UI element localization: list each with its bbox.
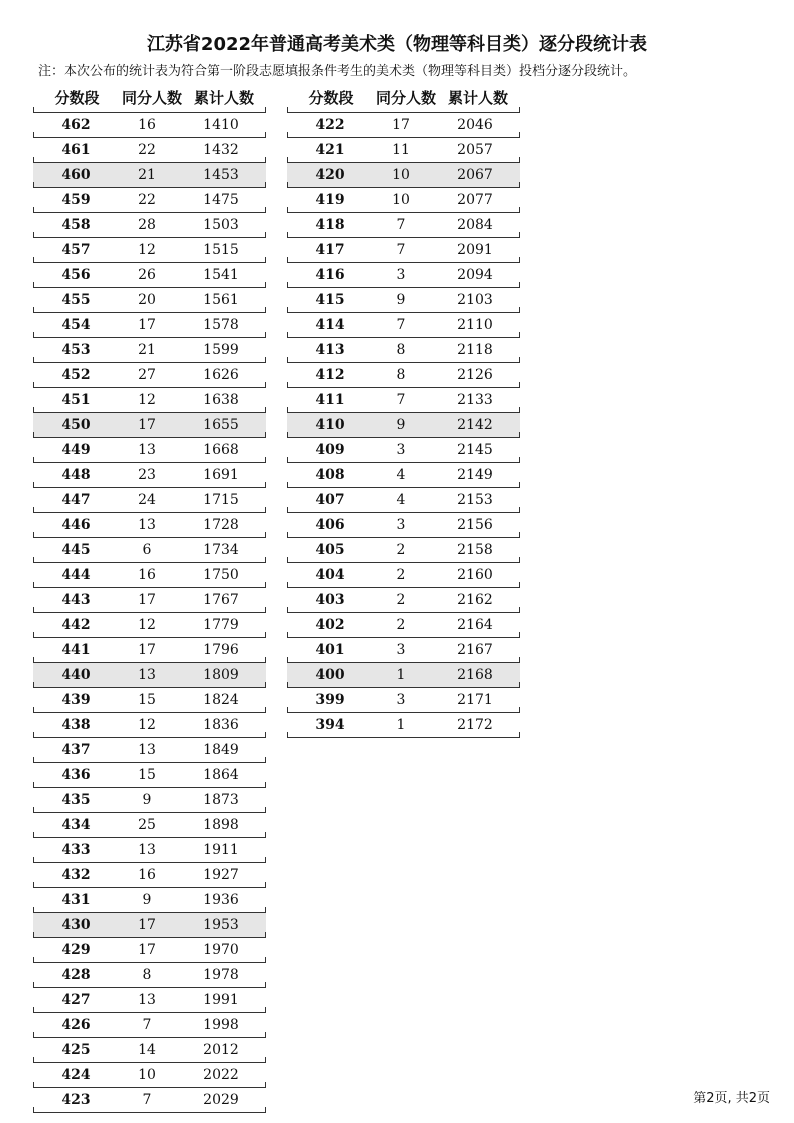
- table-row: [287, 463, 520, 488]
- same-count-cell: 28: [138, 217, 156, 233]
- score-cell: 443: [61, 592, 91, 608]
- score-cell: 441: [61, 642, 91, 658]
- table-row: [287, 688, 520, 713]
- table-row: [287, 563, 520, 588]
- cumulative-cell: 2022: [203, 1067, 239, 1083]
- score-cell: 422: [315, 117, 345, 133]
- table-row: [287, 388, 520, 413]
- score-cell: 433: [61, 842, 91, 858]
- same-count-cell: 13: [138, 742, 156, 758]
- table-row: [33, 313, 266, 338]
- score-cell: 394: [315, 717, 345, 733]
- table-row: [33, 488, 266, 513]
- cumulative-cell: 2091: [457, 242, 493, 258]
- table-row: [33, 913, 266, 938]
- score-cell: 447: [61, 492, 91, 508]
- table-row: [287, 438, 520, 463]
- table-header: [33, 84, 266, 113]
- same-count-cell: 3: [396, 267, 406, 283]
- same-count-cell: 2: [396, 592, 406, 608]
- table-row: [33, 188, 266, 213]
- cumulative-cell: 2012: [203, 1042, 239, 1058]
- score-cell: 412: [315, 367, 345, 383]
- cumulative-cell: 2149: [457, 467, 493, 483]
- score-cell: 404: [315, 567, 345, 583]
- cumulative-cell: 1927: [203, 867, 239, 883]
- table-row: [287, 263, 520, 288]
- score-cell: 451: [61, 392, 91, 408]
- table-row: [33, 788, 266, 813]
- table-row: [33, 563, 266, 588]
- same-count-cell: 16: [138, 867, 156, 883]
- score-cell: 414: [315, 317, 345, 333]
- same-count-cell: 14: [138, 1042, 156, 1058]
- score-cell: 399: [315, 692, 345, 708]
- table-row: [33, 413, 266, 438]
- score-cell: 413: [315, 342, 345, 358]
- cumulative-cell: 1734: [203, 542, 239, 558]
- table-row: [287, 238, 520, 263]
- cumulative-cell: 1503: [203, 217, 239, 233]
- score-cell: 424: [61, 1067, 91, 1083]
- table-row: [287, 213, 520, 238]
- table-row: [33, 638, 266, 663]
- table-row: [287, 613, 520, 638]
- table-row: [33, 538, 266, 563]
- table-row: [33, 988, 266, 1013]
- score-cell: 452: [61, 367, 91, 383]
- same-count-cell: 1: [396, 667, 406, 683]
- cumulative-cell: 2164: [457, 617, 493, 633]
- same-count-cell: 22: [138, 142, 156, 158]
- header-cumulative: 累计人数: [447, 89, 508, 107]
- cumulative-cell: 2126: [457, 367, 493, 383]
- cumulative-cell: 1432: [203, 142, 239, 158]
- cumulative-cell: 2133: [457, 392, 493, 408]
- same-count-cell: 13: [138, 667, 156, 683]
- table-row: [287, 288, 520, 313]
- score-cell: 445: [61, 542, 91, 558]
- score-cell: 461: [61, 142, 91, 158]
- cumulative-cell: 1953: [203, 917, 239, 933]
- cumulative-cell: 2172: [457, 717, 493, 733]
- same-count-cell: 3: [396, 692, 406, 708]
- same-count-cell: 3: [396, 517, 406, 533]
- same-count-cell: 16: [138, 117, 156, 133]
- cumulative-cell: 1796: [203, 642, 239, 658]
- table-row: [287, 188, 520, 213]
- score-cell: 428: [61, 967, 91, 983]
- score-cell: 434: [61, 817, 91, 833]
- score-cell: 458: [61, 217, 91, 233]
- score-cell: 454: [61, 317, 91, 333]
- score-cell: 410: [315, 417, 345, 433]
- table-row: [287, 413, 520, 438]
- score-cell: 448: [61, 467, 91, 483]
- score-cell: 432: [61, 867, 91, 883]
- same-count-cell: 9: [396, 292, 406, 308]
- score-cell: 402: [315, 617, 345, 633]
- same-count-cell: 12: [138, 617, 156, 633]
- cumulative-cell: 2067: [457, 167, 493, 183]
- cumulative-cell: 1998: [203, 1017, 239, 1033]
- score-cell: 401: [315, 642, 345, 658]
- cumulative-cell: 2077: [457, 192, 493, 208]
- score-cell: 427: [61, 992, 91, 1008]
- same-count-cell: 2: [396, 567, 406, 583]
- same-count-cell: 17: [138, 642, 156, 658]
- score-cell: 438: [61, 717, 91, 733]
- cumulative-cell: 2167: [457, 642, 493, 658]
- header-same-count: 同分人数: [121, 89, 182, 107]
- same-count-cell: 10: [392, 167, 410, 183]
- table-row: [33, 813, 266, 838]
- table-row: [33, 613, 266, 638]
- cumulative-cell: 2046: [457, 117, 493, 133]
- score-cell: 420: [315, 167, 345, 183]
- table-row: [33, 438, 266, 463]
- table-row: [287, 163, 520, 188]
- cumulative-cell: 2162: [457, 592, 493, 608]
- cumulative-cell: 1750: [203, 567, 239, 583]
- same-count-cell: 2: [396, 542, 406, 558]
- score-table-right: [287, 84, 520, 738]
- score-cell: 418: [315, 217, 345, 233]
- cumulative-cell: 2103: [457, 292, 493, 308]
- same-count-cell: 20: [138, 292, 156, 308]
- score-cell: 400: [315, 667, 345, 683]
- same-count-cell: 26: [138, 267, 156, 283]
- table-row: [287, 363, 520, 388]
- table-row: [33, 163, 266, 188]
- table-row: [33, 463, 266, 488]
- header-score: 分数段: [308, 89, 354, 107]
- cumulative-cell: 1911: [203, 842, 239, 858]
- score-cell: 446: [61, 517, 91, 533]
- score-cell: 444: [61, 567, 91, 583]
- score-cell: 409: [315, 442, 345, 458]
- same-count-cell: 8: [396, 342, 406, 358]
- score-cell: 430: [61, 917, 91, 933]
- cumulative-cell: 2118: [457, 342, 493, 358]
- score-cell: 457: [61, 242, 91, 258]
- same-count-cell: 17: [138, 917, 156, 933]
- score-cell: 435: [61, 792, 91, 808]
- same-count-cell: 3: [396, 442, 406, 458]
- table-row: [33, 888, 266, 913]
- same-count-cell: 17: [392, 117, 410, 133]
- table-row: [33, 738, 266, 763]
- table-row: [33, 1013, 266, 1038]
- same-count-cell: 17: [138, 317, 156, 333]
- cumulative-cell: 1898: [203, 817, 239, 833]
- same-count-cell: 2: [396, 617, 406, 633]
- cumulative-cell: 2160: [457, 567, 493, 583]
- cumulative-cell: 1779: [203, 617, 239, 633]
- score-cell: 440: [61, 667, 91, 683]
- cumulative-cell: 1655: [203, 417, 239, 433]
- same-count-cell: 9: [142, 892, 152, 908]
- cumulative-cell: 2029: [203, 1092, 239, 1108]
- score-cell: 403: [315, 592, 345, 608]
- cumulative-cell: 2168: [457, 667, 493, 683]
- cumulative-cell: 1515: [203, 242, 239, 258]
- table-row: [287, 113, 520, 138]
- table-row: [287, 638, 520, 663]
- same-count-cell: 12: [138, 392, 156, 408]
- table-row: [33, 1038, 266, 1063]
- table-row: [33, 1088, 266, 1113]
- cumulative-cell: 1864: [203, 767, 239, 783]
- score-cell: 455: [61, 292, 91, 308]
- table-row: [287, 538, 520, 563]
- same-count-cell: 12: [138, 717, 156, 733]
- same-count-cell: 15: [138, 767, 156, 783]
- table-row: [287, 338, 520, 363]
- same-count-cell: 13: [138, 442, 156, 458]
- table-row: [33, 663, 266, 688]
- score-cell: 406: [315, 517, 345, 533]
- cumulative-cell: 2156: [457, 517, 493, 533]
- score-cell: 415: [315, 292, 345, 308]
- same-count-cell: 1: [396, 717, 406, 733]
- table-row: [33, 763, 266, 788]
- score-cell: 460: [61, 167, 91, 183]
- score-cell: 431: [61, 892, 91, 908]
- score-cell: 439: [61, 692, 91, 708]
- cumulative-cell: 1475: [203, 192, 239, 208]
- table-row: [33, 588, 266, 613]
- score-cell: 442: [61, 617, 91, 633]
- same-count-cell: 10: [138, 1067, 156, 1083]
- table-row: [33, 238, 266, 263]
- cumulative-cell: 1638: [203, 392, 239, 408]
- cumulative-cell: 2158: [457, 542, 493, 558]
- cumulative-cell: 1836: [203, 717, 239, 733]
- cumulative-cell: 1849: [203, 742, 239, 758]
- cumulative-cell: 2145: [457, 442, 493, 458]
- score-cell: 419: [315, 192, 345, 208]
- table-note: 注：本次公布的统计表为符合第一阶段志愿填报条件考生的美术类（物理等科目类）投档分逐分段统计。: [38, 64, 637, 79]
- score-cell: 437: [61, 742, 91, 758]
- cumulative-cell: 1453: [203, 167, 239, 183]
- score-cell: 411: [315, 392, 345, 408]
- cumulative-cell: 1668: [203, 442, 239, 458]
- cumulative-cell: 2110: [457, 317, 493, 333]
- cumulative-cell: 1809: [203, 667, 239, 683]
- table-row: [33, 338, 266, 363]
- same-count-cell: 8: [142, 967, 152, 983]
- cumulative-cell: 1626: [203, 367, 239, 383]
- score-cell: 456: [61, 267, 91, 283]
- page-title: 江苏省2022年普通高考美术类（物理等科目类）逐分段统计表: [146, 34, 648, 55]
- same-count-cell: 24: [138, 492, 156, 508]
- cumulative-cell: 2171: [457, 692, 493, 708]
- table-body: [287, 113, 520, 738]
- table-row: [287, 138, 520, 163]
- table-body: [33, 113, 266, 1113]
- cumulative-cell: 2153: [457, 492, 493, 508]
- same-count-cell: 3: [396, 642, 406, 658]
- header-score: 分数段: [54, 89, 100, 107]
- score-cell: 408: [315, 467, 345, 483]
- cumulative-cell: 1561: [203, 292, 239, 308]
- score-cell: 450: [61, 417, 91, 433]
- score-cell: 453: [61, 342, 91, 358]
- cumulative-cell: 1970: [203, 942, 239, 958]
- table-row: [287, 588, 520, 613]
- cumulative-cell: 1728: [203, 517, 239, 533]
- same-count-cell: 9: [142, 792, 152, 808]
- score-cell: 459: [61, 192, 91, 208]
- table-row: [33, 513, 266, 538]
- score-cell: 426: [61, 1017, 91, 1033]
- cumulative-cell: 1410: [203, 117, 239, 133]
- cumulative-cell: 1578: [203, 317, 239, 333]
- same-count-cell: 12: [138, 242, 156, 258]
- same-count-cell: 13: [138, 842, 156, 858]
- cumulative-cell: 1691: [203, 467, 239, 483]
- score-table-left: [33, 84, 266, 1113]
- same-count-cell: 7: [396, 217, 406, 233]
- table-row: [33, 863, 266, 888]
- same-count-cell: 22: [138, 192, 156, 208]
- score-cell: 416: [315, 267, 345, 283]
- same-count-cell: 23: [138, 467, 156, 483]
- table-row: [33, 388, 266, 413]
- table-row: [33, 213, 266, 238]
- same-count-cell: 7: [396, 242, 406, 258]
- same-count-cell: 11: [392, 142, 410, 158]
- cumulative-cell: 1767: [203, 592, 239, 608]
- cumulative-cell: 1541: [203, 267, 239, 283]
- same-count-cell: 7: [396, 317, 406, 333]
- table-row: [33, 688, 266, 713]
- score-cell: 449: [61, 442, 91, 458]
- same-count-cell: 21: [138, 167, 156, 183]
- same-count-cell: 7: [142, 1017, 152, 1033]
- header-same-count: 同分人数: [375, 89, 436, 107]
- same-count-cell: 4: [396, 492, 406, 508]
- score-cell: 462: [61, 117, 91, 133]
- cumulative-cell: 1873: [203, 792, 239, 808]
- same-count-cell: 15: [138, 692, 156, 708]
- same-count-cell: 16: [138, 567, 156, 583]
- table-row: [33, 1063, 266, 1088]
- score-cell: 425: [61, 1042, 91, 1058]
- same-count-cell: 6: [142, 542, 152, 558]
- table-row: [33, 363, 266, 388]
- cumulative-cell: 1991: [203, 992, 239, 1008]
- score-cell: 421: [315, 142, 345, 158]
- table-row: [33, 838, 266, 863]
- cumulative-cell: 1936: [203, 892, 239, 908]
- score-cell: 407: [315, 492, 345, 508]
- same-count-cell: 8: [396, 367, 406, 383]
- same-count-cell: 4: [396, 467, 406, 483]
- score-cell: 405: [315, 542, 345, 558]
- score-cell: 423: [61, 1092, 91, 1108]
- table-row: [287, 488, 520, 513]
- same-count-cell: 7: [142, 1092, 152, 1108]
- table-row: [33, 288, 266, 313]
- score-cell: 417: [315, 242, 345, 258]
- cumulative-cell: 2084: [457, 217, 493, 233]
- score-cell: 429: [61, 942, 91, 958]
- table-row: [33, 938, 266, 963]
- same-count-cell: 10: [392, 192, 410, 208]
- same-count-cell: 13: [138, 992, 156, 1008]
- table-row: [287, 713, 520, 738]
- table-row: [33, 113, 266, 138]
- table-row: [33, 963, 266, 988]
- table-row: [33, 713, 266, 738]
- cumulative-cell: 2142: [457, 417, 493, 433]
- same-count-cell: 17: [138, 942, 156, 958]
- table-row: [33, 138, 266, 163]
- same-count-cell: 21: [138, 342, 156, 358]
- table-header: [287, 84, 520, 113]
- same-count-cell: 9: [396, 417, 406, 433]
- cumulative-cell: 1978: [203, 967, 239, 983]
- cumulative-cell: 2094: [457, 267, 493, 283]
- same-count-cell: 7: [396, 392, 406, 408]
- same-count-cell: 25: [138, 817, 156, 833]
- score-cell: 436: [61, 767, 91, 783]
- table-row: [287, 513, 520, 538]
- page-number: 第2页, 共2页: [693, 1091, 770, 1106]
- same-count-cell: 13: [138, 517, 156, 533]
- cumulative-cell: 1599: [203, 342, 239, 358]
- same-count-cell: 17: [138, 417, 156, 433]
- cumulative-cell: 1824: [203, 692, 239, 708]
- cumulative-cell: 2057: [457, 142, 493, 158]
- table-row: [287, 663, 520, 688]
- cumulative-cell: 1715: [203, 492, 239, 508]
- table-row: [33, 263, 266, 288]
- same-count-cell: 27: [138, 367, 156, 383]
- table-row: [287, 313, 520, 338]
- same-count-cell: 17: [138, 592, 156, 608]
- header-cumulative: 累计人数: [193, 89, 254, 107]
